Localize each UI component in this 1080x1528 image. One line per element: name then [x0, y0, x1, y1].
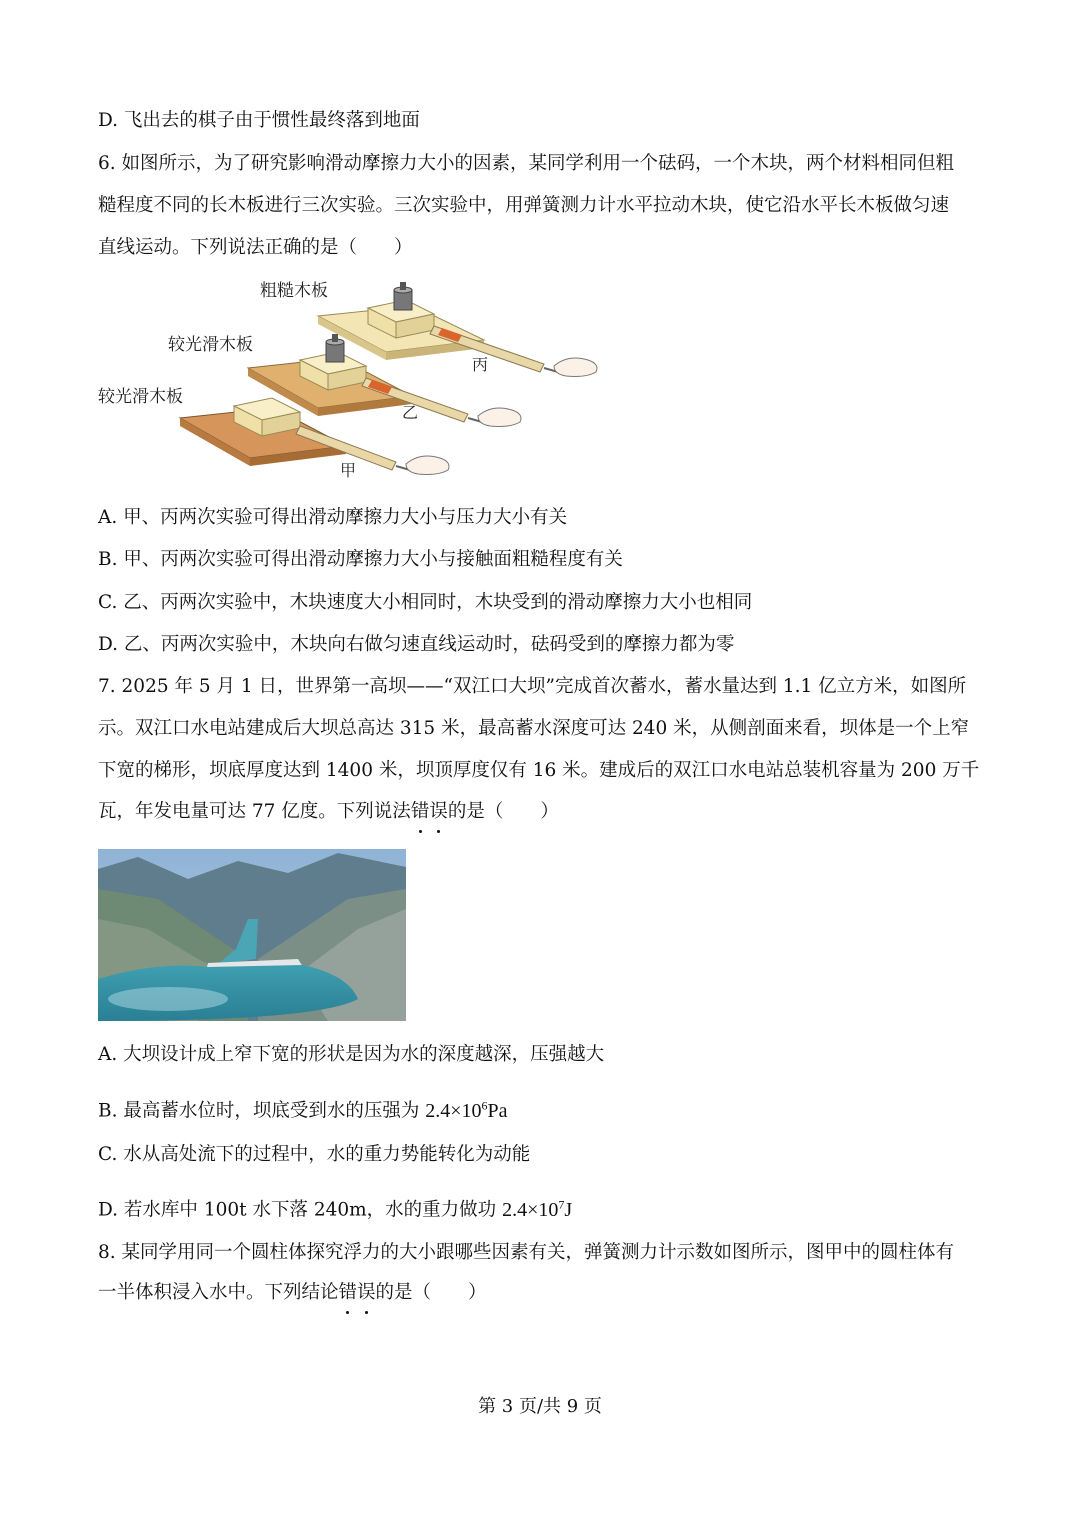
q6-option-a: A. 甲、丙两次实验可得出滑动摩擦力大小与压力大小有关	[98, 507, 568, 528]
hand-icon	[406, 456, 449, 475]
page-indicator: 第 3 页/共 9 页	[478, 1396, 602, 1417]
label-rough-board: 粗糙木板	[260, 281, 328, 301]
label-smooth-board-yi: 较光滑木板	[168, 335, 253, 355]
q7-stem-line4-post: 的是（ ）	[447, 801, 559, 822]
q7-stem-line3: 下宽的梯形，坝底厚度达到 1400 米，坝顶厚度仅有 16 米。建成后的双江口水电站总装机容量为 200 万千	[98, 760, 980, 781]
dam-photo	[98, 849, 406, 1021]
q6-option-b: B. 甲、丙两次实验可得出滑动摩擦力大小与接触面粗糙程度有关	[98, 549, 623, 570]
hand-icon	[554, 358, 597, 377]
q7-stem-line2: 示。双江口水电站建成后大坝总高达 315 米，最高蓄水深度可达 240 米，从侧剖面来看，坝体是一个上窄	[98, 718, 970, 739]
q7-option-b-exp: 6	[481, 1098, 488, 1112]
q6-stem-line1: 6. 如图所示，为了研究影响滑动摩擦力大小的因素，某同学利用一个砝码，一个木块，两个材料相同但粗	[98, 153, 955, 174]
q7-option-d-unit: J	[564, 1198, 573, 1221]
emphasis-char: 误	[357, 1280, 376, 1306]
label-smooth-board-jia: 较光滑木板	[98, 387, 183, 407]
tag-jia: 甲	[340, 461, 357, 480]
q7-stem-line1: 7. 2025 年 5 月 1 日，世界第一高坝——“双江口大坝”完成首次蓄水，蓄水量达到 1.1 亿立方米，如图所	[98, 676, 967, 697]
setup-bing	[318, 282, 597, 377]
q7-option-d-base: 2.4×10	[502, 1198, 559, 1221]
friction-experiment-figure	[96, 268, 616, 490]
emphasis-char: 错	[339, 1280, 358, 1306]
q8-stem-line2-post: 的是（ ）	[375, 1282, 487, 1303]
q7-stem-line4-pre: 瓦，年发电量可达 77 亿度。下列说法	[98, 801, 411, 822]
hand-icon	[478, 408, 521, 427]
q6-stem-line2: 糙程度不同的长木板进行三次实验。三次实验中，用弹簧测力计水平拉动木块，使它沿水平长木板做匀速	[98, 195, 950, 216]
q7-stem-line4	[98, 799, 559, 825]
q6-option-c: C. 乙、丙两次实验中，木块速度大小相同时，木块受到的滑动摩擦力大小也相同	[98, 592, 753, 613]
q8-stem-line2-pre: 一半体积浸入水中。下列结论	[98, 1282, 339, 1303]
emphasis-char: 误	[429, 799, 448, 825]
emphasis-char: 错	[411, 799, 430, 825]
q7-option-d-exp: 7	[558, 1197, 565, 1211]
q6-stem-line3: 直线运动。下列说法正确的是（ ）	[98, 237, 413, 258]
q8-stem-line1: 8. 某同学用同一个圆柱体探究浮力的大小跟哪些因素有关，弹簧测力计示数如图所示，图甲中的圆柱体有	[98, 1242, 955, 1263]
q7-option-b-text: B. 最高蓄水位时，坝底受到水的压强为	[98, 1100, 420, 1122]
q7-option-b-unit: Pa	[487, 1099, 508, 1122]
q5-option-d: D. 飞出去的棋子由于惯性最终落到地面	[98, 110, 420, 131]
q7-option-d-value	[502, 1199, 572, 1221]
weight-icon	[394, 282, 412, 310]
tag-yi: 乙	[402, 403, 419, 422]
q7-option-a: A. 大坝设计成上窄下宽的形状是因为水的深度越深，压强越大	[98, 1044, 605, 1065]
q6-option-d: D. 乙、丙两次实验中，木块向右做匀速直线运动时，砝码受到的摩擦力都为零	[98, 634, 735, 655]
weight-icon	[326, 334, 344, 362]
q7-option-b-base: 2.4×10	[425, 1099, 482, 1122]
q7-option-b-value	[425, 1100, 507, 1122]
q8-stem-line2	[98, 1280, 487, 1306]
tag-bing: 丙	[472, 355, 489, 374]
q7-option-d-text: D. 若水库中 100t 水下落 240m，水的重力做功	[98, 1199, 497, 1221]
q7-option-d	[98, 1191, 572, 1224]
q7-option-c: C. 水从高处流下的过程中，水的重力势能转化为动能	[98, 1144, 531, 1165]
q7-option-b	[98, 1092, 508, 1125]
